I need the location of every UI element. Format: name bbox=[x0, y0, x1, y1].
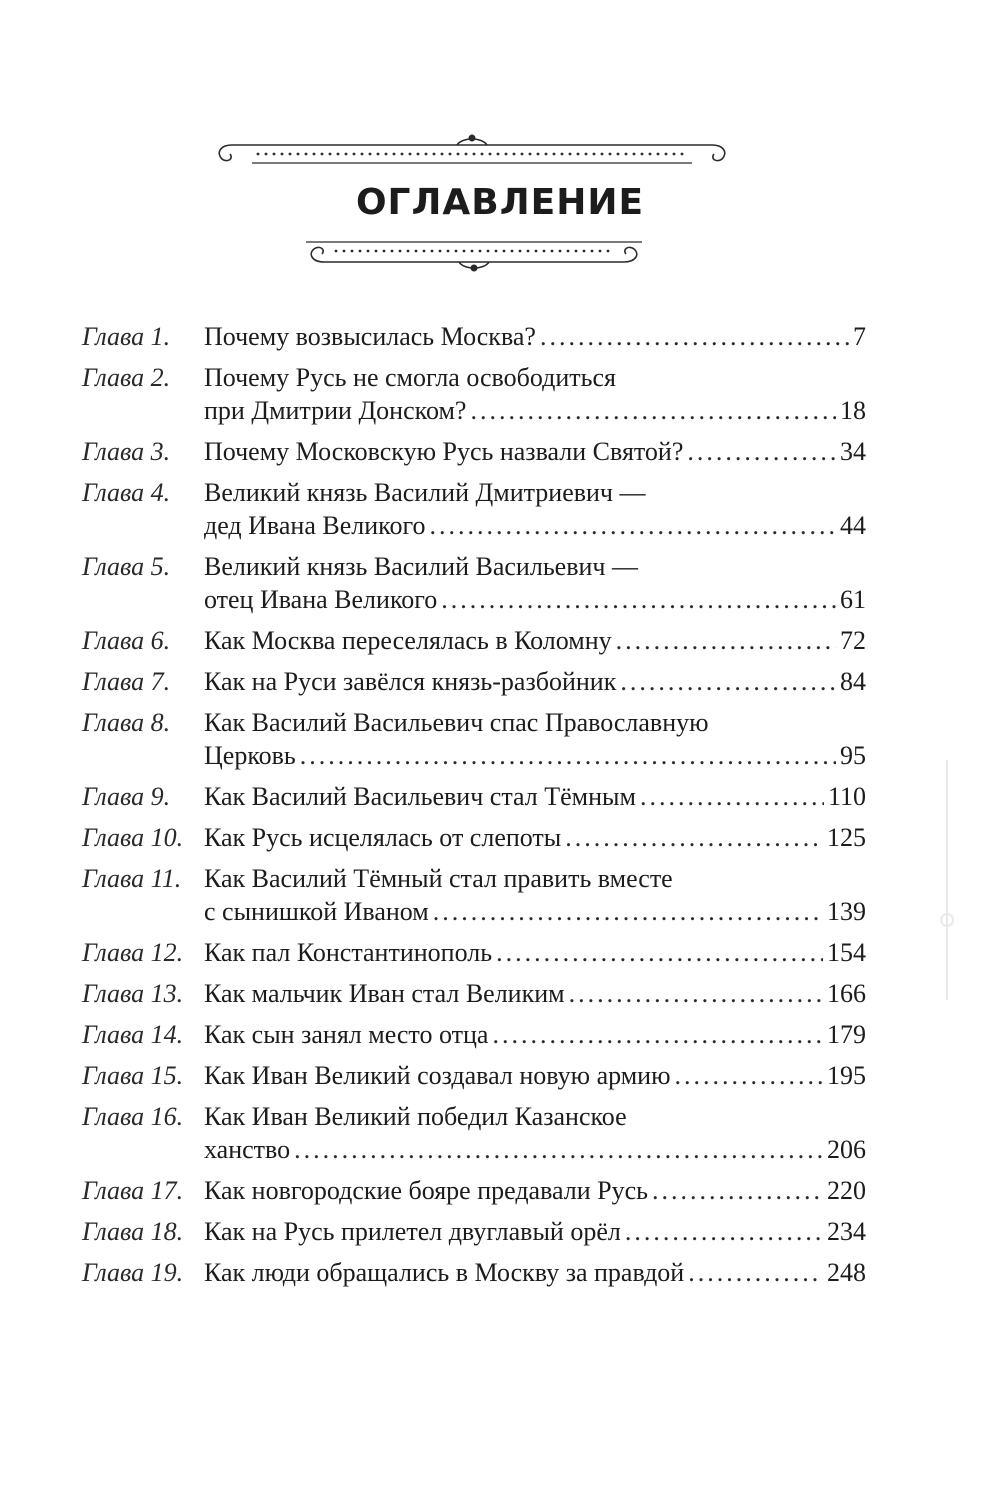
chapter-label: Глава 18. bbox=[82, 1217, 184, 1246]
chapter-title: Как Василий Васильевич спас Православную bbox=[204, 708, 709, 737]
ornament-divider-bottom-icon bbox=[296, 234, 652, 274]
page-number: 220 bbox=[827, 1176, 866, 1205]
toc-entry[interactable] bbox=[82, 977, 866, 1010]
chapter-title: при Дмитрии Донском? bbox=[204, 396, 467, 425]
chapter-title: Как люди обращались в Москву за правдой bbox=[204, 1258, 685, 1287]
toc-entry[interactable] bbox=[82, 435, 866, 468]
dot-leader bbox=[294, 1133, 823, 1166]
page-number: 166 bbox=[827, 979, 866, 1008]
chapter-label: Глава 4. bbox=[82, 478, 171, 507]
page-number: 72 bbox=[840, 626, 866, 655]
chapter-title: Почему Русь не смогла освободиться bbox=[204, 363, 616, 392]
toc-entry[interactable] bbox=[82, 624, 866, 657]
dot-leader bbox=[640, 780, 824, 813]
chapter-label: Глава 2. bbox=[82, 363, 171, 392]
chapter-label: Глава 12. bbox=[82, 938, 184, 967]
toc-entry[interactable] bbox=[82, 361, 866, 427]
dot-leader bbox=[675, 1059, 823, 1092]
page-number: 154 bbox=[827, 938, 866, 967]
chapter-title: Великий князь Василий Дмитриевич — bbox=[204, 478, 646, 507]
page-number: 34 bbox=[840, 437, 866, 466]
page-number: 179 bbox=[827, 1020, 866, 1049]
dot-leader bbox=[565, 821, 823, 854]
toc-entry[interactable] bbox=[82, 476, 866, 542]
chapter-label: Глава 9. bbox=[82, 782, 171, 811]
page-number: 61 bbox=[840, 585, 866, 614]
page-number: 84 bbox=[840, 667, 866, 696]
page-number: 110 bbox=[827, 782, 866, 811]
dot-leader bbox=[569, 977, 823, 1010]
page-number: 206 bbox=[827, 1135, 866, 1164]
chapter-title: отец Ивана Великого bbox=[204, 585, 438, 614]
chapter-title: Как мальчик Иван стал Великим bbox=[204, 979, 565, 1008]
chapter-title: ханство bbox=[204, 1135, 291, 1164]
dot-leader bbox=[429, 509, 836, 542]
toc-entry[interactable] bbox=[82, 550, 866, 616]
page-number: 44 bbox=[840, 511, 866, 540]
chapter-label: Глава 17. bbox=[82, 1176, 184, 1205]
chapter-title: дед Ивана Великого bbox=[204, 511, 426, 540]
toc-entry[interactable] bbox=[82, 1215, 866, 1248]
chapter-title: Великий князь Василий Васильевич — bbox=[204, 552, 638, 581]
ornament-divider-top-icon bbox=[212, 131, 732, 173]
scan-artifact-icon bbox=[938, 760, 956, 1000]
page-number: 139 bbox=[827, 897, 866, 926]
chapter-title: Как Иван Великий создавал новую армию bbox=[204, 1061, 671, 1090]
chapter-label: Глава 10. bbox=[82, 823, 184, 852]
chapter-title: Как Василий Васильевич стал Тёмным bbox=[204, 782, 636, 811]
toc-entry[interactable] bbox=[82, 1100, 866, 1166]
chapter-title: Как Василий Тёмный стал править вместе bbox=[204, 864, 673, 893]
page-number: 95 bbox=[840, 741, 866, 770]
chapter-label: Глава 5. bbox=[82, 552, 171, 581]
chapter-title: Как новгородские бояре предавали Русь bbox=[204, 1176, 649, 1205]
chapter-title: Как Иван Великий победил Казанское bbox=[204, 1102, 627, 1131]
dot-leader bbox=[470, 394, 836, 427]
toc-entry[interactable] bbox=[82, 1059, 866, 1092]
chapter-label: Глава 19. bbox=[82, 1258, 184, 1287]
page-number: 125 bbox=[827, 823, 866, 852]
toc-entry[interactable] bbox=[82, 1174, 866, 1207]
chapter-title: Как на Руси завёлся князь-разбойник bbox=[204, 667, 617, 696]
toc-entry[interactable] bbox=[82, 862, 866, 928]
chapter-label: Глава 11. bbox=[82, 864, 182, 893]
chapter-title: с сынишкой Иваном bbox=[204, 897, 429, 926]
chapter-title: Как сын занял место отца bbox=[204, 1020, 489, 1049]
chapter-title: Церковь bbox=[204, 741, 296, 770]
dot-leader bbox=[616, 624, 836, 657]
dot-leader bbox=[496, 936, 823, 969]
chapter-label: Глава 13. bbox=[82, 979, 184, 1008]
toc-entry[interactable] bbox=[82, 706, 866, 772]
toc-entry[interactable] bbox=[82, 320, 866, 353]
chapter-label: Глава 7. bbox=[82, 667, 171, 696]
chapter-label: Глава 8. bbox=[82, 708, 171, 737]
chapter-label: Глава 15. bbox=[82, 1061, 184, 1090]
toc-entry[interactable] bbox=[82, 936, 866, 969]
page-number: 7 bbox=[853, 322, 866, 351]
dot-leader bbox=[625, 1215, 823, 1248]
chapter-title: Как пал Константинополь bbox=[204, 938, 493, 967]
chapter-title: Почему Московскую Русь назвали Святой? bbox=[204, 437, 684, 466]
chapter-label: Глава 1. bbox=[82, 322, 171, 351]
dot-leader bbox=[620, 665, 836, 698]
chapter-label: Глава 16. bbox=[82, 1102, 184, 1131]
toc-entry[interactable] bbox=[82, 665, 866, 698]
chapter-title: Как Русь исцелялась от слепоты bbox=[204, 823, 562, 852]
page-number: 195 bbox=[827, 1061, 866, 1090]
dot-leader bbox=[688, 1256, 823, 1289]
dot-leader bbox=[652, 1174, 823, 1207]
page-number: 234 bbox=[827, 1217, 866, 1246]
page-title: ОГЛАВЛЕНИЕ bbox=[355, 182, 645, 223]
dot-leader bbox=[492, 1018, 823, 1051]
toc-entry[interactable] bbox=[82, 821, 866, 854]
chapter-label: Глава 3. bbox=[82, 437, 171, 466]
dot-leader bbox=[441, 583, 836, 616]
table-of-contents bbox=[82, 320, 866, 1297]
dot-leader bbox=[687, 435, 836, 468]
chapter-title: Как на Русь прилетел двуглавый орёл bbox=[204, 1217, 621, 1246]
page-number: 248 bbox=[827, 1258, 866, 1287]
dot-leader bbox=[433, 895, 823, 928]
page-number: 18 bbox=[840, 396, 866, 425]
chapter-title: Почему возвысилась Москва? bbox=[204, 322, 536, 351]
toc-entry[interactable] bbox=[82, 1018, 866, 1051]
chapter-label: Глава 14. bbox=[82, 1020, 184, 1049]
dot-leader bbox=[540, 320, 849, 353]
chapter-label: Глава 6. bbox=[82, 626, 171, 655]
toc-entry[interactable] bbox=[82, 1256, 866, 1289]
dot-leader bbox=[300, 739, 836, 772]
toc-entry[interactable] bbox=[82, 780, 866, 813]
chapter-title: Как Москва переселялась в Коломну bbox=[204, 626, 612, 655]
